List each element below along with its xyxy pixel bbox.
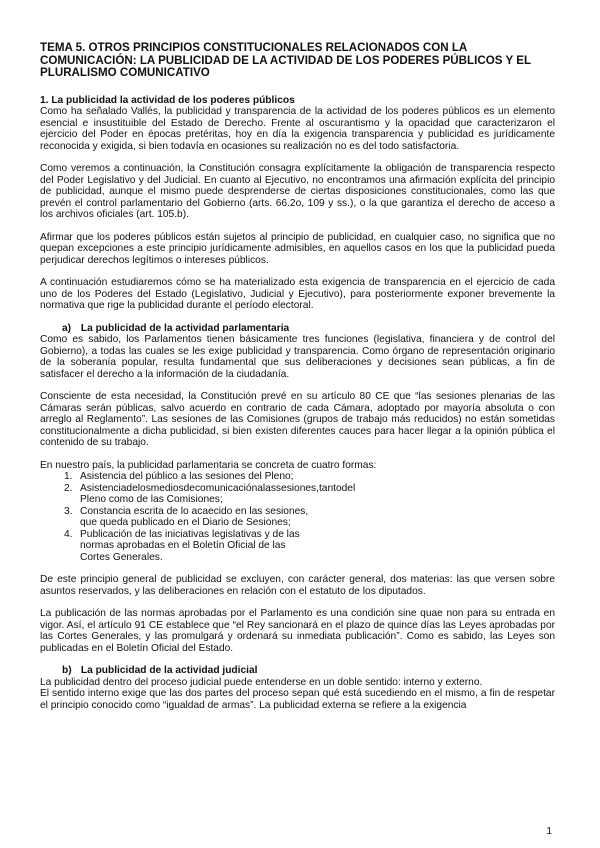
document-page <box>40 42 555 722</box>
subsection-b-paragraph-2: El sentido interno exige que las dos partes del proceso sepan qué está sucediendo en el mismo, a fin de respetar el principio conocido como “igualdad de armas”. La publicidad externa se refiere a la exigencia <box>40 688 555 711</box>
publicity-forms-list <box>40 471 555 563</box>
list-item <box>64 506 310 529</box>
section-1-paragraph-4: A continuación estudiaremos cómo se ha materializado esta exigencia de transparencia en el ejercicio de cada uno de los Poderes del Estado (Legislativo, Judicial y Ejecutivo), para posteriormente exponer brevemente la normativa que rige la publicidad durante el período electoral. <box>40 277 555 312</box>
list-item-text: Asistencia del público a las sesiones del Pleno; <box>80 471 294 483</box>
list-item-text: Asistenciadelosmediosdecomunicaciónalassesiones,tantodel Pleno como de las Comisiones; <box>80 482 356 506</box>
section-1-paragraph-1: Como ha señalado Vallés, la publicidad y transparencia de la actividad de los poderes públicos es un elemento esencial e insustituible del Estado de Derecho. Frente al oscurantismo y la opacidad que caracterizaron el ejercicio del Poder en épocas pretéritas, hoy en día la exigencia transparencia y publicidad es jurídicamente reconocida y exigida, si bien todavía en ocasiones su realización no es del todo satisfactoria. <box>40 106 555 152</box>
subsection-a-heading <box>40 323 555 335</box>
subsection-b-title: La publicidad de la actividad judicial <box>80 665 258 677</box>
list-item-number: 1. <box>64 471 73 483</box>
subsection-a-paragraph-5: La publicación de las normas aprobadas por el Parlamento es una condición sine quae non para su entrada en vigor. Así, el artículo 91 CE establece que “el Rey sancionará en el plazo de quince días las Leyes aprobadas por las Cortes Generales, y las promulgará y ordenará su inmediata publicación”. Como es sabido, las Leyes son publicadas en el Boletín Oficial del Estado. <box>40 608 555 654</box>
list-item <box>64 529 310 564</box>
subsection-a-title: La publicidad de la actividad parlamentaria <box>80 322 290 334</box>
list-item-number: 2. <box>64 482 73 494</box>
subsection-a-paragraph-4: De este principio general de publicidad se excluyen, con carácter general, dos materias: las que versen sobre asuntos reservados, y las deliberaciones en relación con el estatuto de los diputados. <box>40 574 555 597</box>
document-title: TEMA 5. OTROS PRINCIPIOS CONSTITUCIONALES RELACIONADOS CON LA COMUNICACIÓN: LA PUBLICIDAD DE LA ACTIVIDAD DE LOS PODERES PÚBLICOS Y EL PLURALISMO COMUNICATIVO <box>40 41 531 80</box>
list-item-text: Publicación de las iniciativas legislativas y de las normas aprobadas en el Boletín Oficial de las Cortes Generales. <box>80 528 300 563</box>
subsection-b-heading <box>40 665 555 677</box>
list-item-number: 4. <box>64 528 73 540</box>
section-1-heading: 1. La publicidad la actividad de los poderes públicos <box>40 94 295 106</box>
section-1-paragraph-3: Afirmar que los poderes públicos están sujetos al principio de publicidad, en cualquier caso, no significa que no quepan excepciones a este principio jurídicamente admisibles, en aquellos casos en los que la publicidad pueda perjudicar derechos legítimos o intereses públicos. <box>40 231 555 266</box>
subsection-a-paragraph-1: Como es sabido, los Parlamentos tienen básicamente tres funciones (legislativa, financiera y de control del Gobierno), a todas las cuales se les exige publicidad y transparencia. Como órgano de representación originario de la soberanía popular, resulta fundamental que sus deliberaciones y decisiones sean públicas, a fin de satisfacer el derecho a la información de la ciudadanía. <box>40 334 555 380</box>
list-item <box>64 471 310 483</box>
list-item-text: Constancia escrita de lo acaecido en las sesiones, que queda publicado en el Diario de Sesiones; <box>80 505 309 529</box>
list-item-number: 3. <box>64 505 73 517</box>
subsection-b-label: b) <box>62 665 72 677</box>
section-1-paragraph-2: Como veremos a continuación, la Constitución consagra explícitamente la obligación de transparencia respecto del Poder Legislativo y del Judicial. En cuanto al Ejecutivo, no encontramos una afirmación explícita del principio de publicidad, aunque el mismo puede desprenderse de ciertas disposiciones constitucionales, como las que prevén el control parlamentario del Gobierno (arts. 66.2o, 109 y ss.), o la que garantiza el derecho de acceso a los archivos oficiales (art. 105.b). <box>40 163 555 221</box>
list-item <box>64 482 356 506</box>
subsection-a-label: a) <box>62 322 72 334</box>
subsection-b-paragraph-1: La publicidad dentro del proceso judicial puede entenderse en un doble sentido: interno y externo. <box>40 676 483 688</box>
subsection-a-paragraph-2: Consciente de esta necesidad, la Constitución prevé en su artículo 80 CE que “las sesiones plenarias de las Cámaras serán públicas, salvo acuerdo en contrario de cada Cámara, adoptado por mayoría absoluta o con arreglo al Reglamento”. Las sesiones de las Comisiones (grupos de trabajo más reducidos) no están sometidas constitucionalmente a dicha publicidad, si bien existen diferentes cauces para hacer llegar a la opinión pública el contenido de su trabajo. <box>40 391 555 449</box>
page-number: 1 <box>546 826 552 837</box>
subsection-a-paragraph-3: En nuestro país, la publicidad parlamentaria se concreta de cuatro formas: <box>40 459 377 471</box>
